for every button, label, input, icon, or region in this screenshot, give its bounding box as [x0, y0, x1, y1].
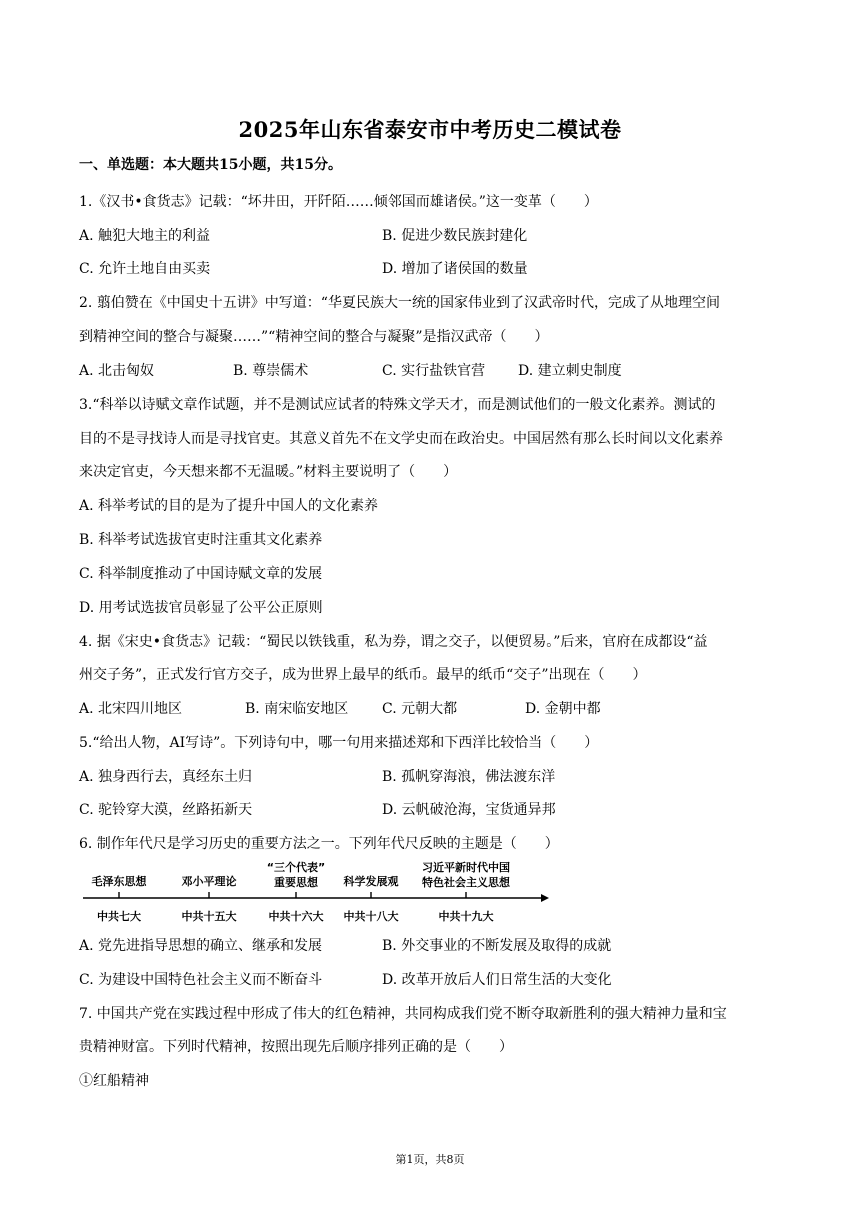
q3-option-b: B. 科举考试选拔官吏时注重其文化素养: [79, 532, 323, 548]
q3-stem-line3: 来决定官吏，今天想来都不无温暖。”材料主要说明了（ ）: [79, 464, 458, 480]
page-title: 2025年山东省泰安市中考历史二模试卷: [238, 117, 622, 142]
q3-option-d: D. 用考试选拔官员彰显了公平公正原则: [79, 600, 323, 616]
page-footer: 第1页，共8页: [395, 1153, 465, 1166]
q5-option-d: D. 云帆破沧海，宝货通异邦: [382, 802, 556, 818]
q4-stem-line2: 州交子务”，正式发行官方交子，成为世界上最早的纸币。最早的纸币“交子”出现在（ ）: [79, 667, 647, 683]
q6-option-d: D. 改革开放后人们日常生活的大变化: [382, 972, 612, 988]
q5-stem: 5.“给出人物，AI写诗”。下列诗句中，哪一句用来描述郑和下西洋比较恰当（ ）: [79, 735, 599, 751]
q6-option-c: C. 为建设中国特色社会主义而不断奋斗: [79, 972, 323, 988]
timeline-label-xi-thought-1: 习近平新时代中国: [422, 861, 510, 874]
q2-stem-line2: 到精神空间的整合与凝聚……”“精神空间的整合与凝聚”是指汉武帝（ ）: [79, 329, 549, 345]
q5-option-c: C. 驼铃穿大漠，丝路拓新天: [79, 802, 253, 818]
timeline-congress-19: 中共十九大: [438, 910, 494, 923]
q4-option-a: A. 北宋四川地区: [79, 701, 183, 717]
timeline-label-three-represents-1: “三个代表”: [266, 861, 326, 874]
q4-option-d: D. 金朝中都: [525, 701, 601, 717]
q2-option-a: A. 北击匈奴: [79, 363, 155, 379]
q1-option-a: A. 触犯大地主的利益: [79, 228, 211, 244]
q6-option-a: A. 党先进指导思想的确立、继承和发展: [79, 938, 323, 954]
timeline-congress-7: 中共七大: [97, 910, 141, 923]
q2-option-d: D. 建立刺史制度: [518, 363, 622, 379]
q4-stem-line1: 4. 据《宋史•食货志》记载：“蜀民以铁钱重，私为券，谓之交子，以便贸易。”后来，官府在成都设“益: [79, 634, 708, 650]
q3-option-a: A. 科举考试的目的是为了提升中国人的文化素养: [79, 498, 379, 514]
timeline-label-xi-thought-2: 特色社会主义思想: [422, 876, 510, 889]
q6-stem: 6. 制作年代尺是学习历史的重要方法之一。下列年代尺反映的主题是（ ）: [79, 836, 559, 852]
section-heading: 一、单选题：本大题共15小题，共15分。: [79, 157, 342, 173]
timeline-congress-15: 中共十五大: [181, 910, 237, 923]
timeline-label-dengxiaoping: 邓小平理论: [181, 875, 237, 888]
q3-stem-line2: 目的不是寻找诗人而是寻找官吏。其意义首先不在文学史而在政治史。中国居然有那么长时间以文化素养: [79, 431, 723, 447]
timeline-label-three-represents-2: 重要思想: [274, 876, 318, 889]
q7-stem-line1: 7. 中国共产党在实践过程中形成了伟大的红色精神，共同构成我们党不断夺取新胜利的强大精神力量和宝: [79, 1006, 727, 1022]
q4-option-c: C. 元朝大都: [382, 701, 458, 717]
q3-option-c: C. 科举制度推动了中国诗赋文章的发展: [79, 566, 323, 582]
timeline-congress-18: 中共十八大: [343, 910, 399, 923]
q4-option-b: B. 南宋临安地区: [245, 701, 349, 717]
q7-stem-line2: 贵精神财富。下列时代精神，按照出现先后顺序排列正确的是（ ）: [79, 1039, 513, 1055]
q2-option-b: B. 尊崇儒术: [233, 363, 309, 379]
q1-stem: 1.《汉书•食货志》记载：“坏井田，开阡陌……倾邻国而雄诸侯。”这一变革（ ）: [79, 194, 598, 210]
timeline-congress-16: 中共十六大: [268, 910, 324, 923]
timeline-figure: [79, 858, 549, 928]
timeline-label-scientific-outlook: 科学发展观: [343, 875, 399, 888]
q5-option-b: B. 孤帆穿海浪，佛法渡东洋: [382, 769, 556, 785]
q1-option-d: D. 增加了诸侯国的数量: [382, 261, 528, 277]
q5-option-a: A. 独身西行去，真经东土归: [79, 769, 253, 785]
q6-option-b: B. 外交事业的不断发展及取得的成就: [382, 938, 612, 954]
q2-stem-line1: 2. 翦伯赞在《中国史十五讲》中写道：“华夏民族大一统的国家伟业到了汉武帝时代，完成了从地理空间: [79, 295, 720, 311]
q1-option-c: C. 允许土地自由买卖: [79, 261, 211, 277]
q3-stem-line1: 3.“科举以诗赋文章作试题，并不是测试应试者的特殊文学天才，而是测试他们的一般文化素养。测试的: [79, 397, 716, 413]
timeline-label-maozedong: 毛泽东思想: [91, 875, 147, 888]
q1-option-b: B. 促进少数民族封建化: [382, 228, 528, 244]
q2-option-c: C. 实行盐铁官营: [382, 363, 486, 379]
q7-item-1: ①红船精神: [79, 1073, 149, 1089]
timeline-arrow: [541, 894, 549, 902]
